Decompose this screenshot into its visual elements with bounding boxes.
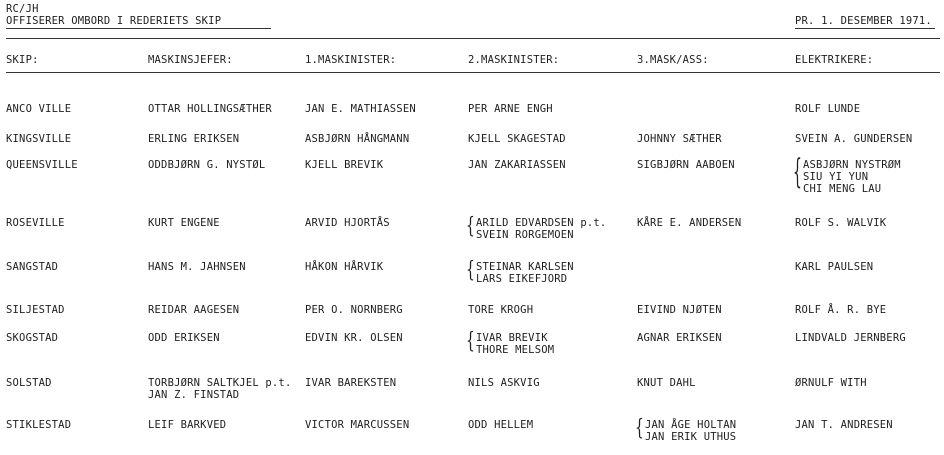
second-engineer-cell: ARILD EDVARDSEN p.t. <box>476 217 607 229</box>
second-engineer-cell: KJELL SKAGESTAD <box>468 133 566 145</box>
group-brace: { <box>466 257 476 284</box>
electrician-cell: KARL PAULSEN <box>795 261 874 273</box>
electrician-cell: LINDVALD JERNBERG <box>795 332 906 344</box>
chief-engineer-cell: HANS M. JAHNSEN <box>148 261 246 273</box>
electrician-cell: ROLF Å. R. BYE <box>795 304 887 316</box>
chief-engineer-cell: JAN Z. FINSTAD <box>148 389 240 401</box>
header-rule-top <box>6 38 940 39</box>
chief-engineer-cell: OTTAR HOLLINGSÆTHER <box>148 103 272 115</box>
electrician-cell: ROLF S. WALVIK <box>795 217 887 229</box>
chief-engineer-cell: REIDAR AAGESEN <box>148 304 240 316</box>
ship-cell: SANGSTAD <box>6 261 59 273</box>
ship-cell: KINGSVILLE <box>6 133 72 145</box>
second-engineer-cell: JAN ZAKARIASSEN <box>468 159 566 171</box>
column-header-first-engineers: 1.MASKINISTER: <box>305 54 397 66</box>
document-initials: RC/JH <box>6 3 39 15</box>
chief-engineer-cell: KURT ENGENE <box>148 217 220 229</box>
ship-cell: STIKLESTAD <box>6 419 72 431</box>
ship-cell: SKOGSTAD <box>6 332 59 344</box>
chief-engineer-cell: ODDBJØRN G. NYSTØL <box>148 159 266 171</box>
column-header-ship: SKIP: <box>6 54 39 66</box>
second-engineer-cell: ODD HELLEM <box>468 419 534 431</box>
electrician-cell: SVEIN A. GUNDERSEN <box>795 133 913 145</box>
ship-cell: ROSEVILLE <box>6 217 65 229</box>
title-underline <box>6 28 271 29</box>
third-engineer-cell: KNUT DAHL <box>637 377 696 389</box>
second-engineer-cell: STEINAR KARLSEN <box>476 261 574 273</box>
ship-cell: SILJESTAD <box>6 304 65 316</box>
third-engineer-cell: EIVIND NJØTEN <box>637 304 722 316</box>
first-engineer-cell: PER O. NORNBERG <box>305 304 403 316</box>
document-date: PR. 1. DESEMBER 1971. <box>795 15 932 27</box>
second-engineer-cell: NILS ASKVIG <box>468 377 540 389</box>
second-engineer-cell: TORE KROGH <box>468 304 534 316</box>
chief-engineer-cell: LEIF BARKVED <box>148 419 227 431</box>
first-engineer-cell: EDVIN KR. OLSEN <box>305 332 403 344</box>
first-engineer-cell: VICTOR MARCUSSEN <box>305 419 410 431</box>
column-header-chief-engineers: MASKINSJEFER: <box>148 54 233 66</box>
third-engineer-cell: JOHNNY SÆTHER <box>637 133 722 145</box>
first-engineer-cell: JAN E. MATHIASSEN <box>305 103 416 115</box>
group-brace: { <box>793 154 803 193</box>
group-brace: { <box>466 213 476 240</box>
first-engineer-cell: HÅKON HÅRVIK <box>305 261 384 273</box>
group-brace: { <box>635 415 645 442</box>
ship-cell: QUEENSVILLE <box>6 159 78 171</box>
header-rule-bottom <box>6 72 940 73</box>
third-engineer-cell: JAN ÅGE HOLTAN <box>645 419 737 431</box>
first-engineer-cell: ASBJØRN HÅNGMANN <box>305 133 410 145</box>
date-underline <box>795 28 935 29</box>
electrician-cell: SIU YI YUN <box>803 171 869 183</box>
third-engineer-cell: SIGBJØRN AABOEN <box>637 159 735 171</box>
group-brace: { <box>466 328 476 355</box>
third-engineer-cell: AGNAR ERIKSEN <box>637 332 722 344</box>
second-engineer-cell: IVAR BREVIK <box>476 332 548 344</box>
third-engineer-cell: KÅRE E. ANDERSEN <box>637 217 742 229</box>
column-header-third-engineers: 3.MASK/ASS: <box>637 54 709 66</box>
electrician-cell: ROLF LUNDE <box>795 103 861 115</box>
electrician-cell: ASBJØRN NYSTRØM <box>803 159 901 171</box>
electrician-cell: CHI MENG LAU <box>803 183 882 195</box>
second-engineer-cell: PER ARNE ENGH <box>468 103 553 115</box>
third-engineer-cell: JAN ERIK UTHUS <box>645 431 737 443</box>
column-header-second-engineers: 2.MASKINISTER: <box>468 54 560 66</box>
second-engineer-cell: LARS EIKEFJORD <box>476 273 568 285</box>
electrician-cell: ØRNULF WITH <box>795 377 867 389</box>
second-engineer-cell: THORE MELSOM <box>476 344 555 356</box>
first-engineer-cell: ARVID HJORTÅS <box>305 217 390 229</box>
first-engineer-cell: IVAR BAREKSTEN <box>305 377 397 389</box>
ship-cell: ANCO VILLE <box>6 103 72 115</box>
chief-engineer-cell: TORBJØRN SALTKJEL p.t. <box>148 377 292 389</box>
ship-cell: SOLSTAD <box>6 377 52 389</box>
document-title: OFFISERER OMBORD I REDERIETS SKIP <box>6 15 222 27</box>
second-engineer-cell: SVEIN RORGEMOEN <box>476 229 574 241</box>
chief-engineer-cell: ODD ERIKSEN <box>148 332 220 344</box>
chief-engineer-cell: ERLING ERIKSEN <box>148 133 240 145</box>
electrician-cell: JAN T. ANDRESEN <box>795 419 893 431</box>
first-engineer-cell: KJELL BREVIK <box>305 159 384 171</box>
column-header-electricians: ELEKTRIKERE: <box>795 54 874 66</box>
